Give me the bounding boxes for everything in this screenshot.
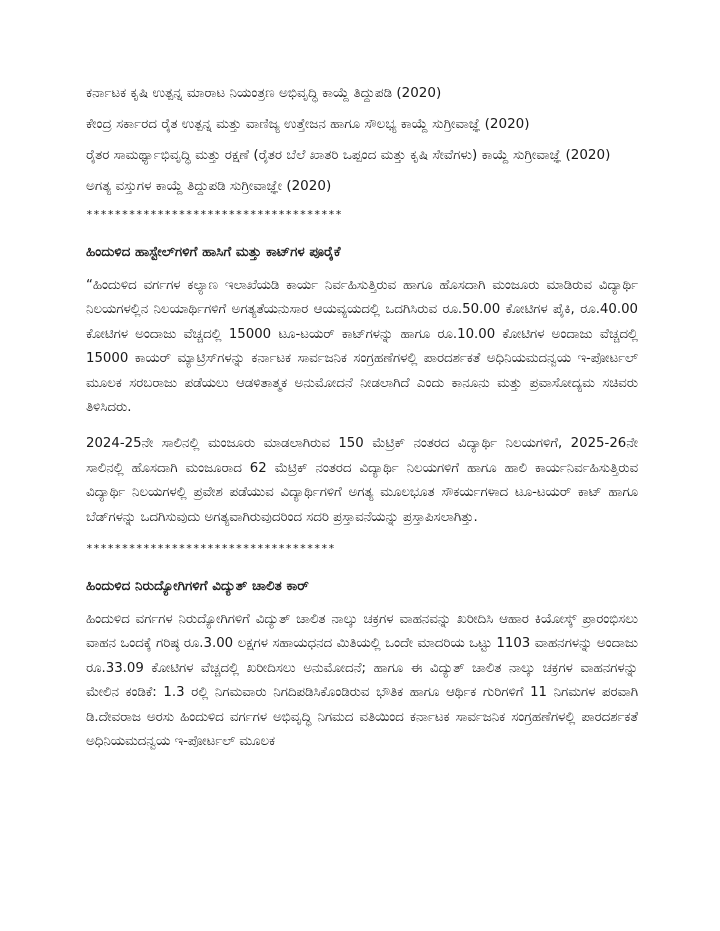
act-item-1: ಕರ್ನಾಟಕ ಕೃಷಿ ಉತ್ಪನ್ನ ಮಾರಾಟ ನಿಯಂತ್ರಣ ಅಭಿವೃದ್ಧಿ ಕಾಯ್ದೆ ತಿದ್ದುಪಡಿ (2020): [86, 85, 442, 101]
section-1-paragraph-1: “ಹಿಂದುಳಿದ ವರ್ಗಗಳ ಕಲ್ಯಾಣ ಇಲಾಖೆಯಡಿ ಕಾರ್ಯ ನಿರ್ವಹಿಸುತ್ತಿರುವ ಹಾಗೂ ಹೊಸದಾಗಿ ಮಂಜೂರು ಮಾಡಿರುವ ವಿದ್ಯಾರ್ಥಿ ನಿಲಯಗಳಲ್ಲಿನ ನಿಲಯಾರ್ಥಿಗಳಿಗೆ ಅಗತ್ಯತೆಯನುಸಾರ ಆಯವ್ಯಯದಲ್ಲಿ ಒದಗಿಸಿರುವ ರೂ.50.00 ಕೋಟಿಗಳ ಪೈಕಿ, ರೂ.40.00 ಕೋಟಿಗಳ ಅಂದಾಜು ವೆಚ್ಚದಲ್ಲಿ 15000 ಟೂ-ಟಯರ್ ಕಾಟ್‌ಗಳನ್ನು ಹಾಗೂ ರೂ.10.00 ಕೋಟಿಗಳ ಅಂದಾಜು ವೆಚ್ಚದಲ್ಲಿ 15000 ಕಾಯರ್ ಮ್ಯಾಟ್ರಿಸ್‌ಗಳನ್ನು ಕರ್ನಾಟಕ ಸಾರ್ವಜನಿಕ ಸಂಗ್ರಹಣೆಗಳಲ್ಲಿ ಪಾರದರ್ಶಕತೆ ಅಧಿನಿಯಮದನ್ವಯ ಇ-ಪೋರ್ಟಲ್ ಮೂಲಕ ಸರಬರಾಜು ಪಡೆಯಲು ಆಡಳಿತಾತ್ಮಕ ಅನುಮೋದನೆ ನೀಡಲಾಗಿದೆ ಎಂದು ಕಾನೂನು ಮತ್ತು ಪ್ರವಾಸೋದ್ಯಮ ಸಚಿವರು ತಿಳಿಸಿದರು.: [86, 278, 638, 416]
section-1-paragraph-2: 2024-25ನೇ ಸಾಲಿನಲ್ಲಿ ಮಂಜೂರು ಮಾಡಲಾಗಿರುವ 150 ಮೆಟ್ರಿಕ್ ನಂತರದ ವಿದ್ಯಾರ್ಥಿ ನಿಲಯಗಳಿಗೆ, 2025-26ನೇ ಸಾಲಿನಲ್ಲಿ ಹೊಸದಾಗಿ ಮಂಜೂರಾದ 62 ಮೆಟ್ರಿಕ್ ನಂತರದ ವಿದ್ಯಾರ್ಥಿ ನಿಲಯಗಳಿಗೆ ಹಾಗೂ ಹಾಲಿ ಕಾರ್ಯನಿರ್ವಹಿಸುತ್ತಿರುವ ವಿದ್ಯಾರ್ಥಿ ನಿಲಯಗಳಲ್ಲಿ ಪ್ರವೇಶ ಪಡೆಯುವ ವಿದ್ಯಾರ್ಥಿಗಳಿಗೆ ಅಗತ್ಯ ಮೂಲಭೂತ ಸೌಕರ್ಯಗಳಾದ ಟೂ-ಟಯರ್ ಕಾಟ್ ಹಾಗೂ ಬೆಡ್‌ಗಳನ್ನು ಒದಗಿಸುವುದು ಅಗತ್ಯವಾಗಿರುವುದರಿಂದ ಸದರಿ ಪ್ರಸ್ತಾವನೆಯನ್ನು ಪ್ರಸ್ತಾಪಿಸಲಾಗಿತ್ತು.: [86, 436, 638, 525]
separator-1: ************************************: [86, 208, 343, 221]
separator-2: ***********************************: [86, 542, 336, 556]
act-item-4: ಅಗತ್ಯ ವಸ್ತುಗಳ ಕಾಯ್ದೆ ತಿದ್ದುಪಡಿ ಸುಗ್ರೀವಾಜ್ಞೇ (2020): [86, 178, 332, 194]
section-2-paragraph-1: ಹಿಂದುಳಿದ ವರ್ಗಗಳ ನಿರುದ್ಯೋಗಿಗಳಿಗೆ ವಿದ್ಯುತ್ ಚಾಲಿತ ನಾಲ್ಕು ಚಕ್ರಗಳ ವಾಹನವನ್ನು ಖರೀದಿಸಿ ಆಹಾರ ಕಿಯೋಸ್ಕ್ ಪ್ರಾರಂಭಿಸಲು ವಾಹನ ಒಂದಕ್ಕೆ ಗರಿಷ್ಠ ರೂ.3.00 ಲಕ್ಷಗಳ ಸಹಾಯಧನದ ಮಿತಿಯಲ್ಲಿ ಒಂದೇ ಮಾದರಿಯ ಒಟ್ಟು 1103 ವಾಹನಗಳನ್ನು ಅಂದಾಜು ರೂ.33.09 ಕೋಟಿಗಳ ವೆಚ್ಚದಲ್ಲಿ ಖರೀದಿಸಲು ಅನುಮೋದನೆ; ಹಾಗೂ ಈ ವಿದ್ಯುತ್ ಚಾಲಿತ ನಾಲ್ಕು ಚಕ್ರಗಳ ವಾಹನಗಳನ್ನು ಮೇಲಿನ ಕಂಡಿಕೆ: 1.3 ರಲ್ಲಿ ನಿಗಮವಾರು ನಿಗದಿಪಡಿಸಿಕೊಂಡಿರುವ ಭೌತಿಕ ಹಾಗೂ ಆರ್ಥಿಕ ಗುರಿಗಳಿಗೆ 11 ನಿಗಮಗಳ ಪರವಾಗಿ ಡಿ.ದೇವರಾಜ ಅರಸು ಹಿಂದುಳಿದ ವರ್ಗಗಳ ಅಭಿವೃದ್ಧಿ ನಿಗಮದ ವತಿಯಿಂದ ಕರ್ನಾಟಕ ಸಾರ್ವಜನಿಕ ಸಂಗ್ರಹಣೆಗಳಲ್ಲಿ ಪಾರದರ್ಶಕತೆ ಅಧಿನಿಯಮದನ್ವಯ ಇ-ಪೋರ್ಟಲ್ ಮೂಲಕ: [86, 612, 638, 750]
section-2-heading: ಹಿಂದುಳಿದ ನಿರುದ್ಯೋಗಿಗಳಿಗೆ ವಿದ್ಯುತ್ ಚಾಲಿತ ಕಾರ್: [86, 578, 309, 595]
section-1-heading: ಹಿಂದುಳಿದ ಹಾಸ್ಟೇಲ್‌ಗಳಿಗೆ ಹಾಸಿಗೆ ಮತ್ತು ಕಾಟ್‌ಗಳ ಪೂರೈಕೆ: [86, 244, 341, 260]
act-item-3: ರೈತರ ಸಾಮರ್ಥ್ಯಾಭಿವೃದ್ಧಿ ಮತ್ತು ರಕ್ಷಣೆ (ರೈತರ ಬೆಲೆ ಖಾತರಿ ಒಪ್ಪಂದ ಮತ್ತು ಕೃಷಿ ಸೇವೆಗಳು) ಕಾಯ್ದೆ ಸುಗ್ರೀವಾಜ್ಞೆ (2020): [86, 147, 611, 163]
act-item-2: ಕೇಂದ್ರ ಸರ್ಕಾರದ ರೈತ ಉತ್ಪನ್ನ ಮತ್ತು ವಾಣಿಜ್ಯ ಉತ್ತೇಜನ ಹಾಗೂ ಸೌಲಭ್ಯ ಕಾಯ್ದೆ ಸುಗ್ರೀವಾಜ್ಞೆ (2020): [86, 116, 530, 132]
